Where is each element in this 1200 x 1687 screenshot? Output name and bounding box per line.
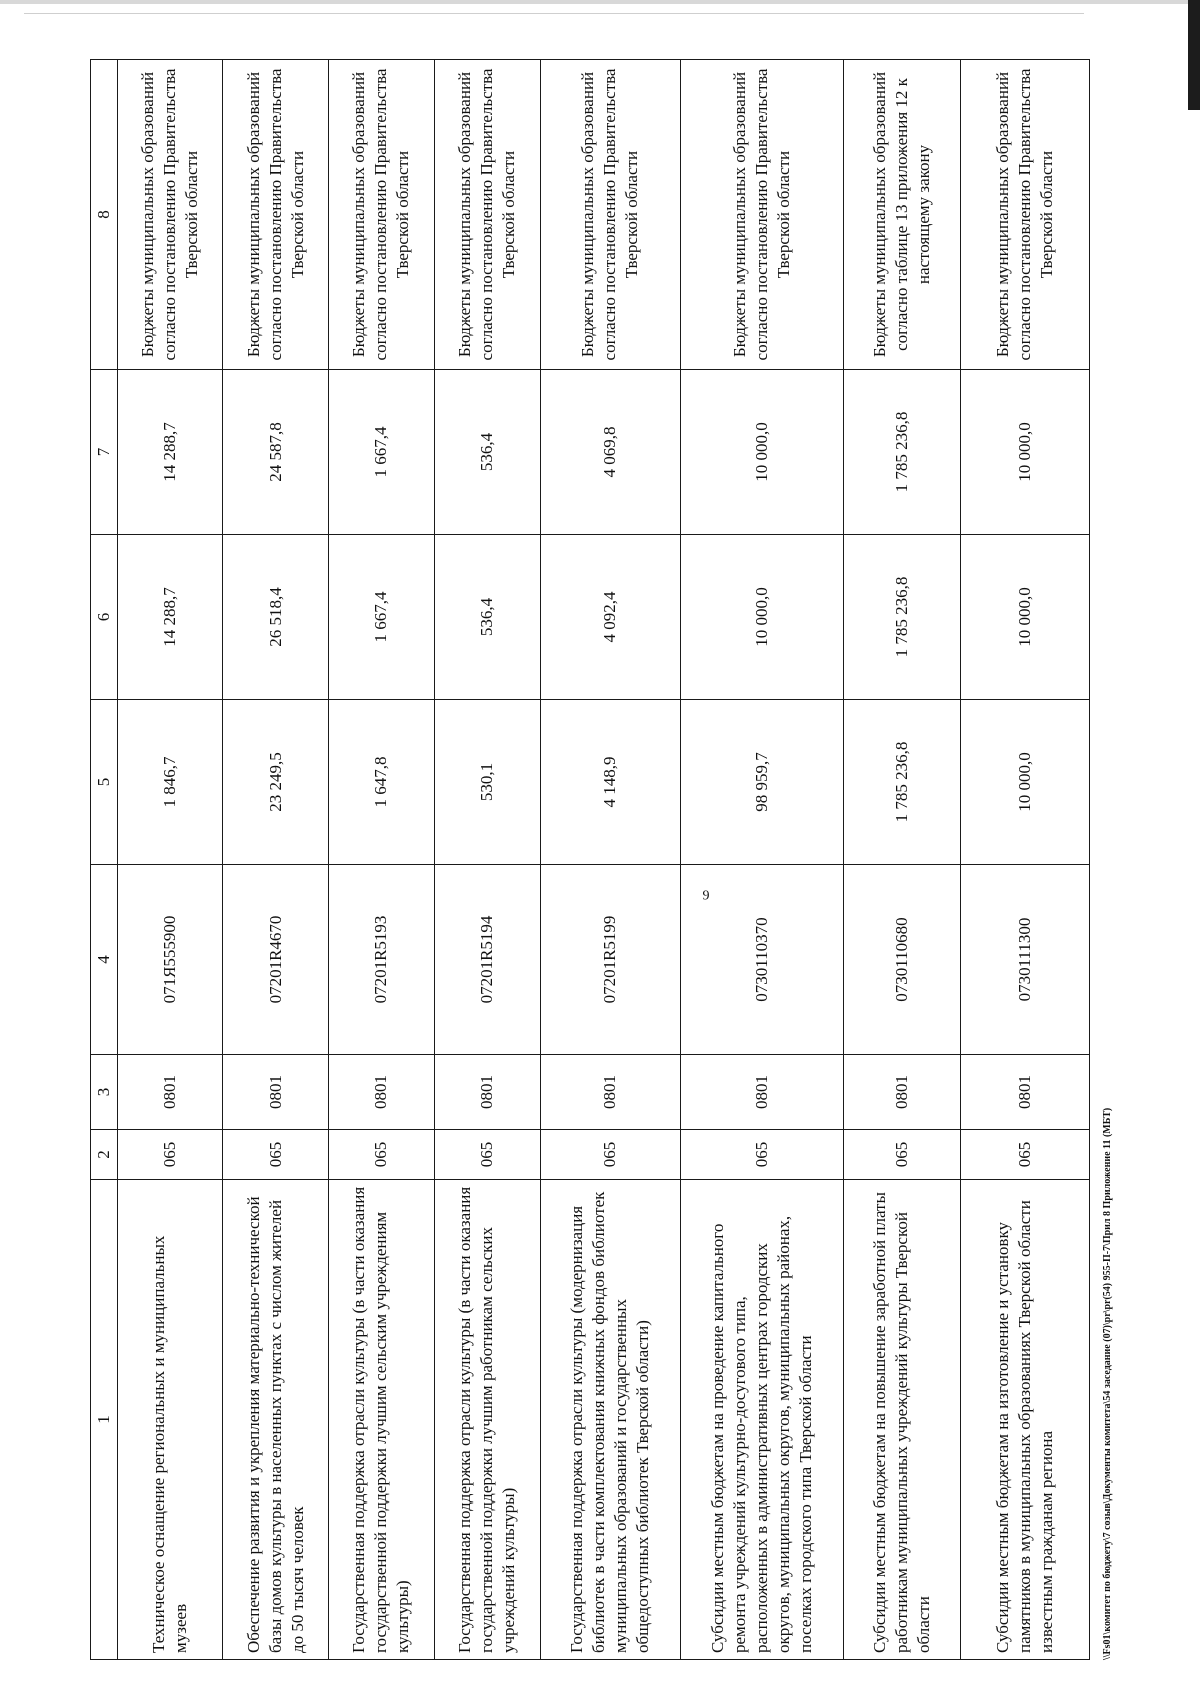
section-code: 0801 xyxy=(434,1055,540,1130)
table-row xyxy=(117,60,223,1660)
admin-code: 065 xyxy=(434,1130,540,1180)
section-code: 0801 xyxy=(680,1055,843,1130)
section-code: 0801 xyxy=(329,1055,435,1130)
recipient-budget: Бюджеты муниципальных образований согласно постановлению Правительства Тверской области xyxy=(434,60,540,370)
amount-col-7: 14 288,7 xyxy=(117,370,223,535)
target-article-code: 0730110680 xyxy=(843,865,960,1055)
section-code: 0801 xyxy=(117,1055,223,1130)
target-article-code: 071Я555900 xyxy=(117,865,223,1055)
table-row xyxy=(680,60,843,1660)
amount-col-7: 24 587,8 xyxy=(223,370,329,535)
amount-col-5: 10 000,0 xyxy=(961,700,1090,865)
row-description: Государственная поддержка отрасли культуры (в части оказания государственной поддержки лучшим работникам сельских учреждений культуры) xyxy=(434,1180,540,1660)
admin-code: 065 xyxy=(329,1130,435,1180)
column-header: 5 xyxy=(91,700,118,865)
table-row xyxy=(540,60,680,1660)
amount-col-6: 14 288,7 xyxy=(117,535,223,700)
row-description: Субсидии местным бюджетам на повышение заработной платы работникам муниципальных учреждений культуры Тверской области xyxy=(843,1180,960,1660)
table-row xyxy=(223,60,329,1660)
column-header: 4 xyxy=(91,865,118,1055)
recipient-budget: Бюджеты муниципальных образований согласно постановлению Правительства Тверской области xyxy=(117,60,223,370)
row-description: Государственная поддержка отрасли культуры (в части оказания государственной поддержки лучшим сельским учреждениям культуры) xyxy=(329,1180,435,1660)
page-number: 9 xyxy=(702,888,710,904)
table-row xyxy=(434,60,540,1660)
amount-col-6: 26 518,4 xyxy=(223,535,329,700)
rotated-content xyxy=(90,60,1113,1660)
footer-file-path: \\Fs01\комитет по бюджету\7 созыв\Документы комитета\54 заседание (07)\pr\pr(54) 955-П-7\Прил 8 Приложение 11 (МБТ) xyxy=(1102,1107,1113,1660)
target-article-code: 0730110370 xyxy=(680,865,843,1055)
target-article-code: 07201R5199 xyxy=(540,865,680,1055)
recipient-budget: Бюджеты муниципальных образований согласно таблице 13 приложения 12 к настоящему закону xyxy=(843,60,960,370)
header-row xyxy=(91,60,118,1660)
amount-col-5: 1 846,7 xyxy=(117,700,223,865)
column-header: 1 xyxy=(91,1180,118,1660)
admin-code: 065 xyxy=(540,1130,680,1180)
column-header: 2 xyxy=(91,1130,118,1180)
row-description: Обеспечение развития и укрепления материально-технической базы домов культуры в населенных пунктах с числом жителей до 50 тысяч человек xyxy=(223,1180,329,1660)
scan-margin-mark xyxy=(1188,0,1200,110)
admin-code: 065 xyxy=(843,1130,960,1180)
amount-col-6: 10 000,0 xyxy=(961,535,1090,700)
section-code: 0801 xyxy=(961,1055,1090,1130)
amount-col-6: 1 667,4 xyxy=(329,535,435,700)
amount-col-6: 4 092,4 xyxy=(540,535,680,700)
amount-col-5: 4 148,9 xyxy=(540,700,680,865)
target-article-code: 07201R5194 xyxy=(434,865,540,1055)
row-description: Государственная поддержка отрасли культуры (модернизация библиотек в части комплектования книжных фондов библиотек муниципальных образований и государственных общедоступных библиотек Тверской области) xyxy=(540,1180,680,1660)
section-code: 0801 xyxy=(843,1055,960,1130)
table-row xyxy=(329,60,435,1660)
amount-col-6: 1 785 236,8 xyxy=(843,535,960,700)
row-description: Техническое оснащение региональных и муниципальных музеев xyxy=(117,1180,223,1660)
recipient-budget: Бюджеты муниципальных образований согласно постановлению Правительства Тверской области xyxy=(329,60,435,370)
column-header: 8 xyxy=(91,60,118,370)
amount-col-5: 23 249,5 xyxy=(223,700,329,865)
target-article-code: 07201R5193 xyxy=(329,865,435,1055)
table-row xyxy=(843,60,960,1660)
amount-col-5: 1 647,8 xyxy=(329,700,435,865)
amount-col-7: 1 667,4 xyxy=(329,370,435,535)
amount-col-5: 1 785 236,8 xyxy=(843,700,960,865)
amount-col-6: 536,4 xyxy=(434,535,540,700)
budget-table xyxy=(90,59,1090,1660)
amount-col-7: 1 785 236,8 xyxy=(843,370,960,535)
row-description: Субсидии местным бюджетам на проведение капитального ремонта учреждений культурно-досугового типа, расположенных в административных центрах городских округов, муниципальных округов, муниципальных районах, поселках городского типа Тверской области xyxy=(680,1180,843,1660)
admin-code: 065 xyxy=(117,1130,223,1180)
amount-col-5: 530,1 xyxy=(434,700,540,865)
recipient-budget: Бюджеты муниципальных образований согласно постановлению Правительства Тверской области xyxy=(540,60,680,370)
table-row xyxy=(961,60,1090,1660)
section-code: 0801 xyxy=(540,1055,680,1130)
amount-col-7: 4 069,8 xyxy=(540,370,680,535)
amount-col-5: 98 959,7 xyxy=(680,700,843,865)
column-header: 7 xyxy=(91,370,118,535)
admin-code: 065 xyxy=(223,1130,329,1180)
amount-col-7: 10 000,0 xyxy=(680,370,843,535)
admin-code: 065 xyxy=(961,1130,1090,1180)
amount-col-7: 10 000,0 xyxy=(961,370,1090,535)
scan-edge xyxy=(0,0,1200,4)
recipient-budget: Бюджеты муниципальных образований согласно постановлению Правительства Тверской области xyxy=(961,60,1090,370)
recipient-budget: Бюджеты муниципальных образований согласно постановлению Правительства Тверской области xyxy=(223,60,329,370)
section-code: 0801 xyxy=(223,1055,329,1130)
scan-line xyxy=(24,13,1084,14)
admin-code: 065 xyxy=(680,1130,843,1180)
amount-col-7: 536,4 xyxy=(434,370,540,535)
recipient-budget: Бюджеты муниципальных образований согласно постановлению Правительства Тверской области xyxy=(680,60,843,370)
column-header: 3 xyxy=(91,1055,118,1130)
row-description: Субсидии местным бюджетам на изготовление и установку памятников в муниципальных образованиях Тверской области известным гражданам региона xyxy=(961,1180,1090,1660)
column-header: 6 xyxy=(91,535,118,700)
target-article-code: 0730111300 xyxy=(961,865,1090,1055)
amount-col-6: 10 000,0 xyxy=(680,535,843,700)
target-article-code: 07201R4670 xyxy=(223,865,329,1055)
